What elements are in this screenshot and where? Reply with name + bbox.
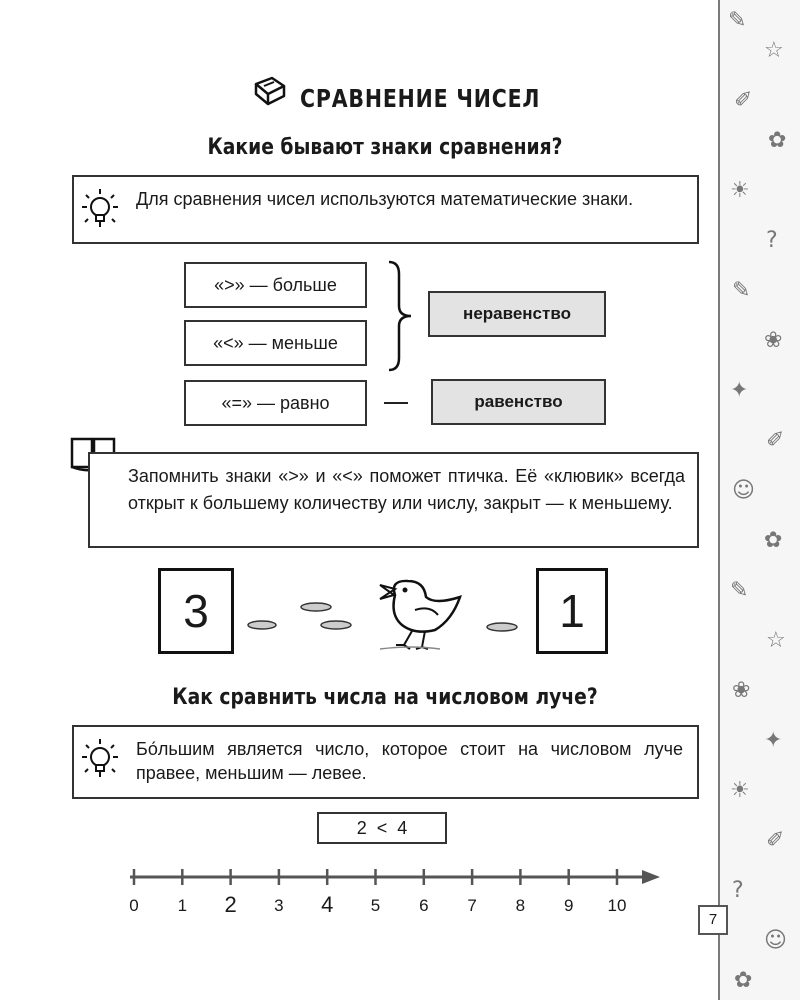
info-text: Для сравнения чисел используются математические знаки. bbox=[136, 189, 634, 209]
info-box-number-line bbox=[72, 725, 699, 799]
term-equality: равенство bbox=[431, 379, 606, 425]
sign-less: «<» — меньше bbox=[184, 320, 367, 366]
sign-greater: «>» — больше bbox=[184, 262, 367, 308]
tick-label: 10 bbox=[607, 896, 627, 915]
tick-label: 7 bbox=[467, 896, 477, 915]
tick-label: 2 bbox=[224, 892, 237, 917]
number-card-right: 1 bbox=[536, 568, 608, 654]
memo-box bbox=[88, 452, 699, 548]
info-box bbox=[72, 175, 699, 244]
tick-label: 0 bbox=[129, 896, 139, 915]
tick-label: 6 bbox=[419, 896, 429, 915]
title-row bbox=[0, 74, 718, 118]
memo-text: Запомнить знаки «>» и «<» поможет птичка. Её «клювик» всегда открыт к большему количеству или числу, закрыт — к меньшему. bbox=[128, 466, 685, 513]
book-icon bbox=[250, 74, 288, 112]
lightbulb-icon bbox=[80, 737, 120, 781]
sign-equal: «=» — равно bbox=[184, 380, 367, 426]
comparison-box: 2 < 4 bbox=[317, 812, 447, 844]
section-heading-number-line: Как сравнить числа на числовом луче? bbox=[172, 685, 598, 710]
info-text: Бо́льшим является число, которое стоит на числовом луче правее, меньшим — левее. bbox=[136, 739, 683, 783]
lightbulb-icon bbox=[80, 187, 120, 231]
term-inequality: неравенство bbox=[428, 291, 606, 337]
page-title: СРАВНЕНИЕ ЧИСЕЛ bbox=[300, 84, 541, 113]
tick-label: 5 bbox=[370, 896, 381, 915]
number-line bbox=[120, 860, 665, 895]
dash-line bbox=[384, 402, 408, 404]
number-card-left: 3 bbox=[158, 568, 234, 654]
tick-label: 8 bbox=[515, 896, 526, 915]
section-heading-signs: Какие бывают знаки сравнения? bbox=[207, 135, 563, 160]
curly-brace bbox=[385, 260, 415, 372]
bird-illustration bbox=[240, 575, 530, 660]
tick-label: 3 bbox=[274, 896, 284, 915]
tick-label: 1 bbox=[177, 896, 188, 915]
page-number: 7 bbox=[698, 905, 728, 935]
tick-label: 4 bbox=[321, 892, 334, 917]
doodle-border: ✎ ☆ ✐ ✿ ☀ ? ✎ ❀ ✦ ✐ ☺ ✿ ✎ ☆ ❀ ✦ ☀ ✐ ? ☺ ✿ bbox=[718, 0, 800, 1000]
tick-label: 9 bbox=[563, 896, 574, 915]
